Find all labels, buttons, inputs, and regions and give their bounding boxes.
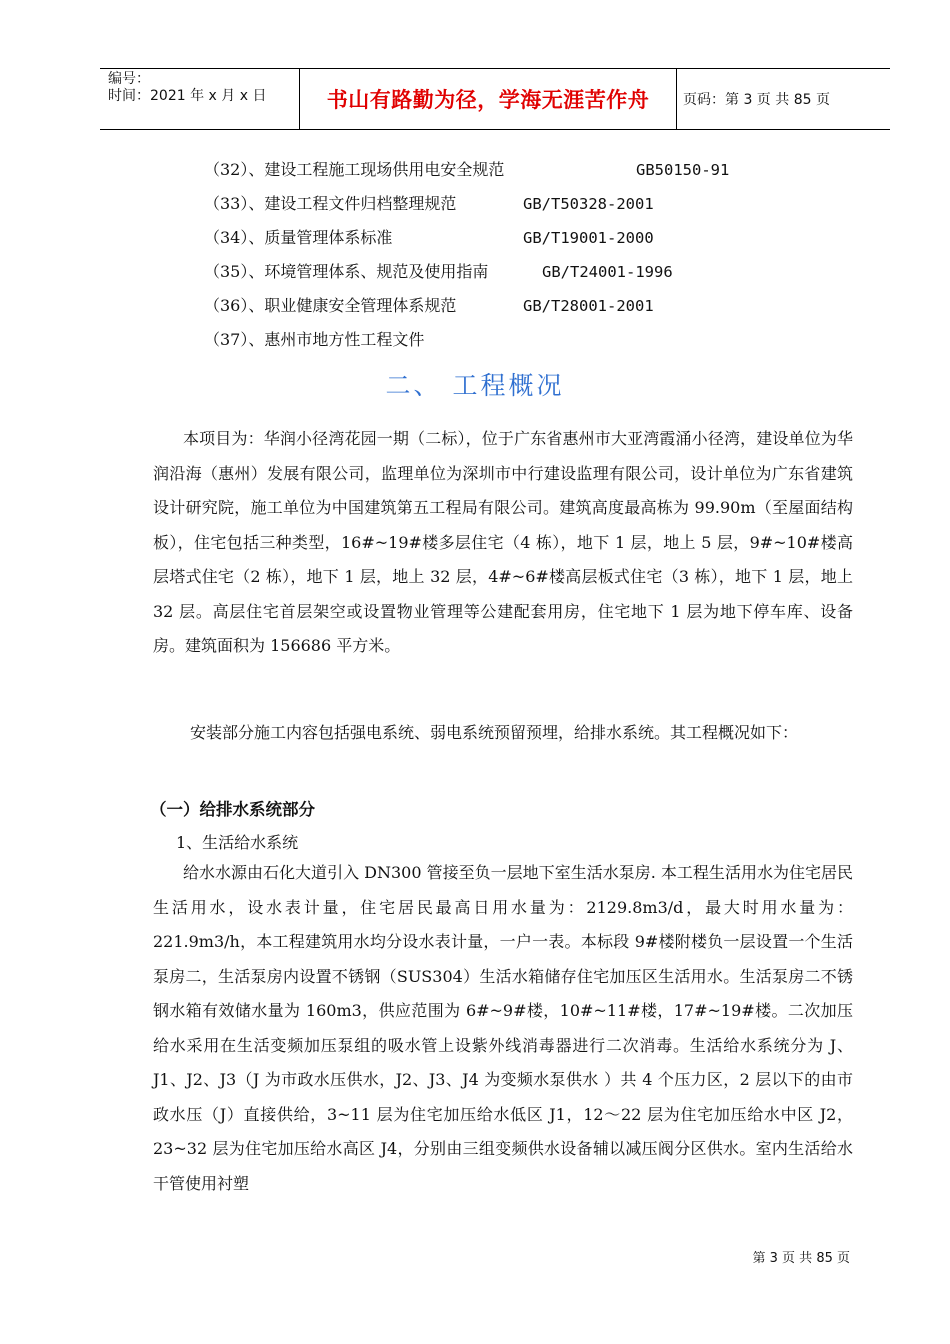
standard-item <box>204 153 864 187</box>
paragraph-text: 安装部分施工内容包括强电系统、弱电系统预留预埋，给排水系统。其工程概况如下： <box>190 723 799 742</box>
standard-item <box>204 289 864 323</box>
header-left-cell <box>100 69 300 129</box>
standard-code: GB/T28001-2001 <box>523 297 654 315</box>
project-overview-paragraph <box>153 422 853 664</box>
standard-code: GB/T50328-2001 <box>523 195 654 213</box>
standards-list <box>204 153 864 357</box>
header-page-label: 页码：第 3 页 共 85 页 <box>683 92 830 108</box>
standard-item <box>204 255 864 289</box>
paragraph-text: 给水水源由石化大道引入 DN300 管接至负一层地下室生活水泵房. 本工程生活用水为住宅居民生活用水，设水表计量，住宅居民最高日用水量为：2129.8m3/d，最大时用水量为：221.9m3/h，本工程建筑用水均分设水表计量，一户一表。本标段 9#楼附楼负一层设置一个生活泵房二，生活泵房内设置不锈钢（SUS304）生活水箱储存住宅加压区生活用水。生活泵房二不锈钢水箱有效储水量为 160m3，供应范围为 6#~9#楼，10#~11#楼，17#~19#楼。二次加压给水采用在生活变频加压泵组的吸水管上设紫外线消毒器进行二次消毒。生活给水系统分为 J、J1、J2、J3（J 为市政水压供水，J2、J3、J4 为变频水泵供水 ）共 4 个压力区，2 层以下的由市政水压（J）直接供给，3~11 层为住宅加压给水低区 J1，12～22 层为住宅加压给水中区 J2，23~32 层为住宅加压给水高区 J4，分别由三组变频供水设备辅以减压阀分区供水。室内生活给水干管使用衬塑 <box>153 863 853 1193</box>
standard-item <box>204 221 864 255</box>
subsection-subheading: 1、生活给水系统 <box>176 833 299 852</box>
header-time-label: 时间：2021 年 x 月 x 日 <box>108 88 267 104</box>
standard-item <box>204 323 864 357</box>
section-title: 二、 工程概况 <box>385 371 565 400</box>
standard-code: GB/T24001-1996 <box>542 263 673 281</box>
standard-code: GB50150-91 <box>636 161 730 179</box>
standard-item <box>204 187 864 221</box>
water-supply-paragraph <box>153 856 853 1201</box>
standard-label: （34）、质量管理体系标准 <box>204 228 393 247</box>
standard-label: （36）、职业健康安全管理体系规范 <box>204 296 457 315</box>
page-header <box>100 68 890 130</box>
subsection-heading: （一）给排水系统部分 <box>150 800 315 819</box>
standard-label: （35）、环境管理体系、规范及使用指南 <box>204 262 489 281</box>
install-scope-paragraph <box>153 716 853 751</box>
standard-label: （37）、惠州市地方性工程文件 <box>204 330 425 349</box>
standard-code: GB/T19001-2000 <box>523 229 654 247</box>
paragraph-text: 本项目为：华润小径湾花园一期（二标），位于广东省惠州市大亚湾霞涌小径湾，建设单位为华润沿海（惠州）发展有限公司，监理单位为深圳市中行建设监理有限公司，设计单位为广东省建筑设计研究院，施工单位为中国建筑第五工程局有限公司。建筑高度最高栋为 99.90m（至屋面结构板），住宅包括三种类型，16#~19#楼多层住宅（4 栋），地下 1 层，地上 5 层，9#~10#楼高层塔式住宅（2 栋），地下 1 层，地上 32 层，4#~6#楼高层板式住宅（3 栋），地下 1 层，地上 32 层。高层住宅首层架空或设置物业管理等公建配套用房，住宅地下 1 层为地下停车库、设备房。建筑面积为 156686 平方米。 <box>153 429 853 655</box>
page-footer: 第 3 页 共 85 页 <box>752 1251 850 1266</box>
standard-label: （33）、建设工程文件归档整理规范 <box>204 194 457 213</box>
header-number-label: 编号： <box>108 71 150 87</box>
standard-label: （32）、建设工程施工现场供用电安全规范 <box>204 160 505 179</box>
header-motto: 书山有路勤为径，学海无涯苦作舟 <box>300 69 677 129</box>
